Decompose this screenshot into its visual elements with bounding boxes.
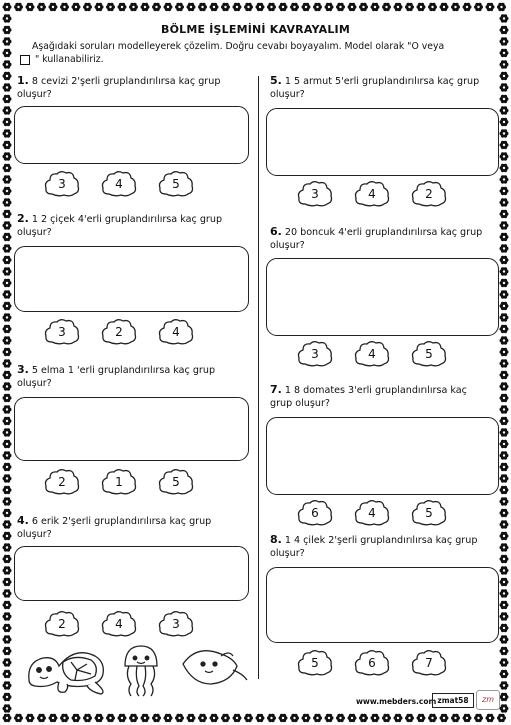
flower-icon xyxy=(152,3,161,11)
flower-icon xyxy=(3,118,12,126)
code-badge: zmat58 xyxy=(432,693,474,708)
flower-icon xyxy=(3,578,12,586)
flower-icon xyxy=(394,714,403,722)
flower-icon xyxy=(3,532,12,540)
flower-icon xyxy=(95,714,104,722)
flower-icon xyxy=(290,714,299,722)
flower-icon xyxy=(500,681,509,689)
flower-icon xyxy=(500,256,509,264)
answer-box-2[interactable] xyxy=(14,246,249,312)
flower-icon xyxy=(244,714,253,722)
flower-icon xyxy=(3,589,12,597)
flower-icon xyxy=(3,440,12,448)
flower-icon xyxy=(3,3,12,11)
flower-icon xyxy=(3,612,12,620)
flower-icon xyxy=(500,348,509,356)
flower-icon xyxy=(3,244,12,252)
flower-icon xyxy=(290,3,299,11)
flower-icon xyxy=(486,3,495,11)
answer-box-3[interactable] xyxy=(14,397,249,461)
flower-icon xyxy=(129,3,138,11)
flower-icon xyxy=(500,497,509,505)
option-cloud[interactable] xyxy=(297,499,333,527)
column-divider xyxy=(258,76,259,679)
flower-icon xyxy=(164,3,173,11)
flower-icon xyxy=(474,714,483,722)
answer-box-7[interactable] xyxy=(266,417,499,495)
flower-icon xyxy=(83,3,92,11)
flower-icon xyxy=(49,714,58,722)
flower-icon xyxy=(500,635,509,643)
flower-icon xyxy=(500,164,509,172)
question-number: 2. xyxy=(17,212,29,225)
flower-icon xyxy=(3,670,12,678)
flower-icon xyxy=(486,714,495,722)
flower-icon xyxy=(3,417,12,425)
flower-icon xyxy=(3,175,12,183)
option-value: 4 xyxy=(368,506,376,520)
flower-icon xyxy=(500,187,509,195)
flower-icon xyxy=(221,3,230,11)
flower-icon xyxy=(440,714,449,722)
flower-icon xyxy=(3,486,12,494)
flower-icon xyxy=(14,3,23,11)
option-cloud[interactable] xyxy=(158,170,194,198)
flower-icon xyxy=(3,647,12,655)
flower-icon xyxy=(500,463,509,471)
flower-icon xyxy=(60,714,69,722)
option-value: 5 xyxy=(425,347,433,361)
flower-icon xyxy=(3,256,12,264)
flower-icon xyxy=(474,3,483,11)
signature-mark: zm xyxy=(476,690,500,710)
flower-icon xyxy=(256,3,265,11)
flower-icon xyxy=(3,302,12,310)
flower-icon xyxy=(500,336,509,344)
flower-icon xyxy=(348,714,357,722)
flower-icon xyxy=(221,714,230,722)
option-cloud[interactable] xyxy=(101,468,137,496)
turtle-icon xyxy=(29,653,104,694)
question-number: 6. xyxy=(270,225,282,238)
instructions xyxy=(32,40,502,66)
flower-icon xyxy=(3,714,12,722)
question-text: 20 boncuk 4'erli gruplandırılırsa kaç grup xyxy=(284,227,483,238)
flower-icon xyxy=(500,359,509,367)
question-text-line2: oluşur? xyxy=(270,548,305,559)
flower-icon xyxy=(3,704,12,712)
flower-icon xyxy=(3,164,12,172)
flower-icon xyxy=(463,3,472,11)
flower-icon xyxy=(500,612,509,620)
question-3 xyxy=(17,363,255,390)
answer-box-1[interactable] xyxy=(14,106,249,164)
question-8 xyxy=(270,533,502,560)
flower-icon xyxy=(233,3,242,11)
flower-icon xyxy=(302,714,311,722)
flower-icon xyxy=(500,520,509,528)
flower-icon xyxy=(382,714,391,722)
question-text: 5 elma 1 'erli gruplandırılırsa kaç grup xyxy=(31,365,216,376)
flower-icon xyxy=(3,681,12,689)
flower-icon xyxy=(267,714,276,722)
flower-icon xyxy=(500,290,509,298)
flower-icon xyxy=(313,714,322,722)
flower-icon xyxy=(336,3,345,11)
flower-icon xyxy=(325,714,334,722)
flower-icon xyxy=(72,3,81,11)
flower-icon xyxy=(3,210,12,218)
flower-icon xyxy=(83,714,92,722)
question-text: 1 2 çiçek 4'erli gruplandırılırsa kaç grup xyxy=(31,214,223,225)
flower-icon xyxy=(3,509,12,517)
option-value: 2 xyxy=(58,475,66,489)
flower-icon xyxy=(500,210,509,218)
flower-icon xyxy=(3,72,12,80)
flower-icon xyxy=(95,3,104,11)
question-number: 8. xyxy=(270,533,282,546)
flower-icon xyxy=(3,405,12,413)
option-cloud[interactable] xyxy=(297,649,333,677)
question-text: 1 5 armut 5'erli gruplandırılırsa kaç grup xyxy=(284,76,480,87)
question-number: 1. xyxy=(17,74,29,87)
flower-icon xyxy=(500,624,509,632)
flower-icon xyxy=(500,302,509,310)
flower-icon xyxy=(118,714,127,722)
flower-icon xyxy=(417,3,426,11)
flower-icon xyxy=(500,440,509,448)
flower-icon xyxy=(371,714,380,722)
flower-icon xyxy=(141,3,150,11)
flower-icon xyxy=(141,714,150,722)
page-title: BÖLME İŞLEMİNİ KAVRAYALIM xyxy=(161,23,350,36)
flower-icon xyxy=(500,313,509,321)
option-cloud[interactable] xyxy=(101,610,137,638)
flower-icon xyxy=(3,152,12,160)
question-text-line2: oluşur? xyxy=(17,529,52,540)
question-text: 6 erik 2'şerli gruplandırılırsa kaç grup xyxy=(31,516,212,527)
flower-icon xyxy=(3,60,12,68)
option-cloud[interactable] xyxy=(158,610,194,638)
question-text-line2: grup oluşur? xyxy=(270,398,330,409)
flower-icon xyxy=(500,474,509,482)
flower-icon xyxy=(500,129,509,137)
option-cloud[interactable] xyxy=(44,468,80,496)
flower-icon xyxy=(500,704,509,712)
option-value: 3 xyxy=(58,177,66,191)
flower-icon xyxy=(500,486,509,494)
sea-animals-illustration xyxy=(25,640,250,698)
option-cloud[interactable] xyxy=(354,340,390,368)
flower-icon xyxy=(164,714,173,722)
option-value: 5 xyxy=(311,656,319,670)
option-cloud[interactable] xyxy=(101,170,137,198)
flower-icon xyxy=(187,3,196,11)
flower-icon xyxy=(187,714,196,722)
flower-icon xyxy=(3,83,12,91)
flower-icon xyxy=(500,267,509,275)
flower-icon xyxy=(500,693,509,701)
option-value: 4 xyxy=(172,325,180,339)
option-cloud[interactable] xyxy=(158,318,194,346)
flower-icon xyxy=(463,714,472,722)
flower-icon xyxy=(3,14,12,22)
option-value: 5 xyxy=(172,475,180,489)
flower-icon xyxy=(3,543,12,551)
option-cloud[interactable] xyxy=(44,318,80,346)
question-1 xyxy=(17,74,255,101)
flower-icon xyxy=(152,714,161,722)
option-value: 3 xyxy=(311,347,319,361)
flower-icon xyxy=(500,141,509,149)
flower-icon xyxy=(175,3,184,11)
flower-icon xyxy=(500,589,509,597)
flower-icon xyxy=(500,118,509,126)
flower-icon xyxy=(244,3,253,11)
flower-icon xyxy=(3,693,12,701)
flower-icon xyxy=(428,3,437,11)
flower-icon xyxy=(210,3,219,11)
flower-icon xyxy=(500,566,509,574)
flower-icon xyxy=(371,3,380,11)
option-value: 4 xyxy=(115,177,123,191)
question-text: 8 cevizi 2'şerli gruplandırılırsa kaç grup xyxy=(31,76,221,87)
flower-icon xyxy=(405,714,414,722)
option-value: 3 xyxy=(172,617,180,631)
flower-icon xyxy=(500,152,509,160)
flower-icon xyxy=(37,3,46,11)
question-text-line2: oluşur? xyxy=(270,89,305,100)
flower-icon xyxy=(394,3,403,11)
option-cloud[interactable] xyxy=(101,318,137,346)
flower-icon xyxy=(500,601,509,609)
flower-icon xyxy=(3,428,12,436)
option-value: 7 xyxy=(425,656,433,670)
flower-icon xyxy=(3,359,12,367)
option-cloud[interactable] xyxy=(411,499,447,527)
question-text-line2: oluşur? xyxy=(270,240,305,251)
flower-icon xyxy=(3,187,12,195)
flower-icon xyxy=(3,520,12,528)
option-cloud[interactable] xyxy=(297,180,333,208)
flower-icon xyxy=(3,566,12,574)
flower-icon xyxy=(72,714,81,722)
flower-icon xyxy=(336,714,345,722)
flower-icon xyxy=(3,635,12,643)
option-value: 6 xyxy=(368,656,376,670)
flower-icon xyxy=(3,497,12,505)
flower-icon xyxy=(3,129,12,137)
option-value: 3 xyxy=(311,187,319,201)
option-cloud[interactable] xyxy=(354,180,390,208)
option-cloud[interactable] xyxy=(297,340,333,368)
option-value: 3 xyxy=(58,325,66,339)
flower-icon xyxy=(500,670,509,678)
option-value: 5 xyxy=(425,506,433,520)
flower-icon xyxy=(279,3,288,11)
option-cloud[interactable] xyxy=(44,170,80,198)
flower-icon xyxy=(26,3,35,11)
question-5 xyxy=(270,74,502,101)
flower-icon xyxy=(440,3,449,11)
flower-icon xyxy=(3,290,12,298)
flower-icon xyxy=(3,348,12,356)
option-value: 1 xyxy=(115,475,123,489)
flower-icon xyxy=(451,3,460,11)
flower-icon xyxy=(497,714,506,722)
flower-icon xyxy=(500,509,509,517)
answer-box-6[interactable] xyxy=(266,258,499,336)
answer-box-4[interactable] xyxy=(14,546,249,601)
question-7 xyxy=(270,383,502,410)
flower-icon xyxy=(3,198,12,206)
flower-icon xyxy=(233,714,242,722)
flower-icon xyxy=(451,714,460,722)
option-cloud[interactable] xyxy=(411,340,447,368)
flower-icon xyxy=(500,371,509,379)
flower-icon xyxy=(3,336,12,344)
square-model-icon xyxy=(20,55,30,65)
option-value: 6 xyxy=(311,506,319,520)
flower-icon xyxy=(417,714,426,722)
flower-icon xyxy=(348,3,357,11)
option-cloud[interactable] xyxy=(354,499,390,527)
website-text: www.mebders.com xyxy=(356,697,437,706)
flower-icon xyxy=(3,451,12,459)
flower-icon xyxy=(3,325,12,333)
stingray-icon xyxy=(183,651,247,684)
option-cloud[interactable] xyxy=(411,180,447,208)
flower-icon xyxy=(3,221,12,229)
option-cloud[interactable] xyxy=(44,610,80,638)
flower-icon xyxy=(3,106,12,114)
option-value: 4 xyxy=(368,347,376,361)
question-number: 7. xyxy=(270,383,282,396)
flower-icon xyxy=(3,624,12,632)
flower-icon xyxy=(313,3,322,11)
flower-icon xyxy=(500,14,509,22)
flower-icon xyxy=(500,451,509,459)
flower-icon xyxy=(500,647,509,655)
flower-icon xyxy=(256,714,265,722)
flower-icon xyxy=(3,371,12,379)
flower-icon xyxy=(210,714,219,722)
instructions-line1: Aşağıdaki soruları modelleyerek çözelim. Doğru cevabı boyayalım. Model olarak "O veya xyxy=(32,41,445,52)
question-text: 1 8 domates 3'erli gruplandırılırsa kaç xyxy=(284,385,467,396)
flower-icon xyxy=(3,474,12,482)
flower-icon xyxy=(106,3,115,11)
flower-icon xyxy=(382,3,391,11)
jellyfish-icon xyxy=(125,646,157,696)
flower-icon xyxy=(14,714,23,722)
question-number: 4. xyxy=(17,514,29,527)
flower-icon xyxy=(3,37,12,45)
flower-icon xyxy=(3,267,12,275)
flower-icon xyxy=(500,417,509,425)
flower-icon xyxy=(3,313,12,321)
option-value: 2 xyxy=(58,617,66,631)
flower-icon xyxy=(500,175,509,183)
flower-icon xyxy=(3,658,12,666)
option-value: 4 xyxy=(368,187,376,201)
flower-icon xyxy=(60,3,69,11)
flower-icon xyxy=(359,714,368,722)
flower-icon xyxy=(428,714,437,722)
question-number: 3. xyxy=(17,363,29,376)
flower-icon xyxy=(3,95,12,103)
flower-icon xyxy=(3,279,12,287)
option-value: 2 xyxy=(115,325,123,339)
flower-icon xyxy=(198,714,207,722)
flower-icon xyxy=(3,382,12,390)
flower-icon xyxy=(129,714,138,722)
flower-icon xyxy=(325,3,334,11)
flower-icon xyxy=(3,601,12,609)
answer-box-5[interactable] xyxy=(266,108,499,176)
option-cloud[interactable] xyxy=(411,649,447,677)
option-value: 5 xyxy=(172,177,180,191)
flower-icon xyxy=(500,198,509,206)
question-6 xyxy=(270,225,502,252)
flower-icon xyxy=(405,3,414,11)
flower-icon xyxy=(118,3,127,11)
flower-icon xyxy=(106,714,115,722)
flower-icon xyxy=(302,3,311,11)
option-cloud[interactable] xyxy=(354,649,390,677)
flower-icon xyxy=(500,325,509,333)
flower-icon xyxy=(279,714,288,722)
flower-icon xyxy=(37,714,46,722)
option-cloud[interactable] xyxy=(158,468,194,496)
flower-icon xyxy=(3,555,12,563)
question-text-line2: oluşur? xyxy=(17,378,52,389)
instructions-line2: " kullanabiliriz. xyxy=(35,54,104,65)
flower-icon xyxy=(500,578,509,586)
flower-icon xyxy=(26,714,35,722)
flower-icon xyxy=(3,463,12,471)
flower-icon xyxy=(500,428,509,436)
option-value: 4 xyxy=(115,617,123,631)
question-number: 5. xyxy=(270,74,282,87)
flower-icon xyxy=(175,714,184,722)
flower-icon xyxy=(500,106,509,114)
question-text: 1 4 çilek 2'şerli gruplandırılırsa kaç grup xyxy=(284,535,478,546)
answer-box-8[interactable] xyxy=(266,567,499,643)
flower-icon xyxy=(3,141,12,149)
flower-icon xyxy=(3,49,12,57)
flower-icon xyxy=(198,3,207,11)
flower-icon xyxy=(500,279,509,287)
flower-icon xyxy=(497,3,506,11)
question-text-line2: oluşur? xyxy=(17,89,52,100)
flower-icon xyxy=(49,3,58,11)
question-2 xyxy=(17,212,255,239)
question-text-line2: oluşur? xyxy=(17,227,52,238)
option-value: 2 xyxy=(425,187,433,201)
flower-icon xyxy=(359,3,368,11)
flower-icon xyxy=(500,658,509,666)
flower-icon xyxy=(3,394,12,402)
flower-icon xyxy=(3,233,12,241)
question-4 xyxy=(17,514,255,541)
flower-icon xyxy=(267,3,276,11)
